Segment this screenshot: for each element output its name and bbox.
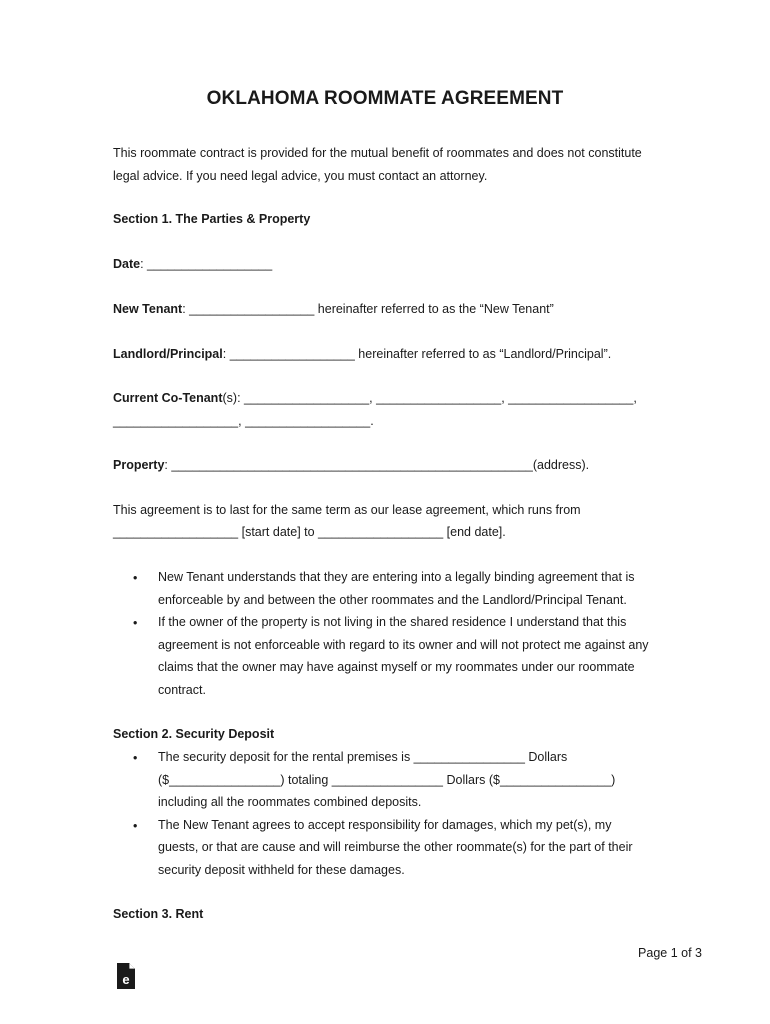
page-title: OKLAHOMA ROOMMATE AGREEMENT xyxy=(206,88,564,109)
logo-letter: e xyxy=(122,972,130,987)
s1-bullet-1-line-2: enforceable by and between the other roommates and the Landlord/Principal Tenant. xyxy=(158,593,627,607)
eforms-logo-icon xyxy=(116,962,136,990)
s2-bullet-2-line-2: guests, or that are cause and will reimburse the other roommate(s) for the part of their xyxy=(158,840,633,854)
property-rest: : ____________________________________________________(address). xyxy=(164,458,590,472)
new-tenant-label: New Tenant xyxy=(113,302,183,316)
new-tenant-line xyxy=(113,298,554,321)
bullet-glyph: • xyxy=(133,616,138,630)
s1-bullet-2-line-4: contract. xyxy=(158,683,206,697)
landlord-line xyxy=(113,343,611,366)
s2-bullet-2-line-3: security deposit withheld for these damages. xyxy=(158,863,405,877)
date-label: Date xyxy=(113,257,141,271)
landlord-label: Landlord/Principal xyxy=(113,347,223,361)
s1-bullet-2-line-2: agreement is not enforceable with regard to its owner and will not protect me against any xyxy=(158,638,649,652)
bullet-glyph: • xyxy=(133,751,138,765)
cotenant-line-2: __________________, __________________. xyxy=(113,414,374,428)
s2-bullet-1-line-1: The security deposit for the rental premises is ________________ Dollars xyxy=(158,750,568,764)
section-3-heading: Section 3. Rent xyxy=(113,907,204,921)
cotenant-rest: (s): __________________, __________________, __________________, xyxy=(222,391,637,405)
page-number: Page 1 of 3 xyxy=(638,946,702,960)
intro-line-1: This roommate contract is provided for the mutual benefit of roommates and does not constitute xyxy=(113,146,642,160)
intro-line-2: legal advice. If you need legal advice, you must contact an attorney. xyxy=(113,169,488,183)
s1-bullet-1-line-1: New Tenant understands that they are entering into a legally binding agreement that is xyxy=(158,570,635,584)
term-line-1: This agreement is to last for the same term as our lease agreement, which runs from xyxy=(113,503,581,517)
s1-bullet-2-line-1: If the owner of the property is not living in the shared residence I understand that this xyxy=(158,615,627,629)
s2-bullet-1-line-3: including all the roommates combined deposits. xyxy=(158,795,422,809)
section-2-heading: Section 2. Security Deposit xyxy=(113,727,275,741)
section-1-heading: Section 1. The Parties & Property xyxy=(113,212,311,226)
s2-bullet-1-line-2: ($________________) totaling ________________ Dollars ($________________) xyxy=(158,773,616,787)
bullet-glyph: • xyxy=(133,819,138,833)
property-label: Property xyxy=(113,458,165,472)
cotenant-line xyxy=(113,387,637,410)
bullet-glyph: • xyxy=(133,571,138,585)
s1-bullet-2-line-3: claims that the owner may have against myself or my roommates under our roommate xyxy=(158,660,635,674)
landlord-rest: : __________________ hereinafter referred to as “Landlord/Principal”. xyxy=(222,347,612,361)
s2-bullet-2-line-1: The New Tenant agrees to accept responsibility for damages, which my pet(s), my xyxy=(158,818,612,832)
term-line-2: __________________ [start date] to __________________ [end date]. xyxy=(113,525,506,539)
date-line xyxy=(113,253,272,276)
date-blank: : __________________ xyxy=(140,257,273,271)
property-line xyxy=(113,454,589,477)
cotenant-label: Current Co-Tenant xyxy=(113,391,223,405)
new-tenant-rest: : __________________ hereinafter referred to as the “New Tenant” xyxy=(182,302,554,316)
